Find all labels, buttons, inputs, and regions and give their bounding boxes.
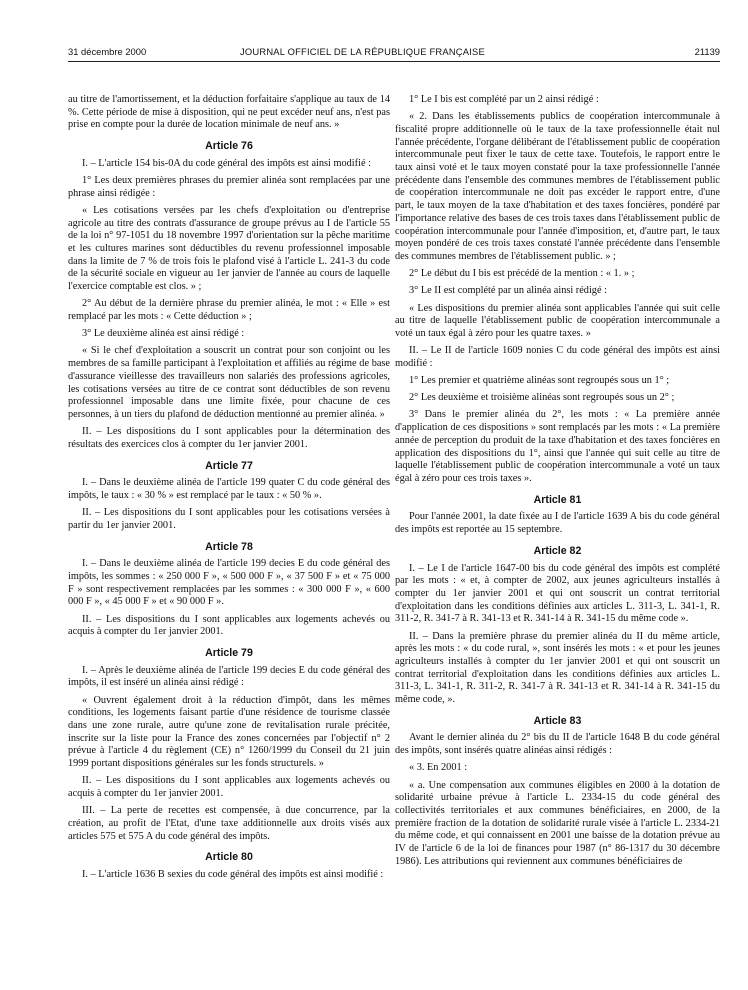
- left-column: [68, 94, 390, 974]
- paragraph: II. – Les dispositions du I sont applicables pour les cotisations versées à partir du 1er janvier 2001.: [68, 507, 390, 531]
- article-heading: Article 83: [533, 714, 582, 727]
- paragraph: I. – Dans le deuxième alinéa de l'article 199 decies E du code général des impôts, les sommes : « 250 000 F », « 500 000 F », « 37 500 F » et « 75 000 F » sont respectivement remplacées par les sommes : « 300 000 F », « 600 000 F », « 45 000 F » et « 90 000 F ».: [68, 558, 390, 608]
- paragraph: 2° Le début du I bis est précédé de la mention : « 1. » ;: [409, 268, 635, 280]
- article-heading: Article 76: [205, 140, 253, 153]
- paragraph: « Si le chef d'exploitation a souscrit un contrat pour son conjoint ou les membres de sa famille participant à l'exploitation et affiliés au régime de base d'assurance vieillesse des travailleurs non salariés des professions agricoles, les cotisations versées au titre de ce contrat sont déductibles de son revenu professionnel imposable dans une limite fixée, pour chacune de ces personnes, à un tiers du plafond de déduction mentionné au premier alinéa. »: [68, 345, 390, 420]
- paragraph: I. – Dans le deuxième alinéa de l'article 199 quater C du code général des impôts, le taux : « 30 % » est remplacé par le taux : « 50 % ».: [68, 477, 390, 501]
- article-heading: Article 81: [533, 493, 582, 506]
- paragraph: Pour l'année 2001, la date fixée au I de l'article 1639 A bis du code général des impôts est reportée au 15 septembre.: [395, 511, 720, 536]
- header-journal-title: JOURNAL OFFICIEL DE LA RÉPUBLIQUE FRANÇAISE: [240, 46, 485, 57]
- paragraph: I. – L'article 1636 B sexies du code général des impôts est ainsi modifié :: [82, 869, 384, 881]
- paragraph: 3° Le II est complété par un alinéa ainsi rédigé :: [409, 285, 607, 297]
- paragraph: I. – Le I de l'article 1647-00 bis du code général des impôts est complété par les mots : « et, à compter de 2002, aux jeunes agriculteurs installés à compter du 1er janvier 2001 et qui ont souscrit un contrat territorial d'exploitation dans les conditions définies aux articles L. 311-3, L. 341-1, R. 311-2, R. 341-7 à R. 341-13 et R. 341-14 à R. 341-15 du même code ».: [395, 562, 720, 625]
- paragraph: 2° Les deuxième et troisième alinéas sont regroupés sous un 2° ;: [409, 392, 675, 404]
- paragraph: II. – Les dispositions du I sont applicables aux logements achevés ou acquis à compter du 1er janvier 2001.: [68, 775, 390, 800]
- paragraph: I. – Après le deuxième alinéa de l'article 199 decies E du code général des impôts, il est inséré un alinéa ainsi rédigé :: [68, 664, 390, 689]
- article-heading: Article 78: [205, 540, 253, 553]
- article-heading: Article 82: [533, 544, 582, 557]
- header-page-number: 21139: [694, 46, 720, 57]
- right-column: [395, 94, 720, 974]
- paragraph: « Les cotisations versées par les chefs d'exploitation ou d'entreprise agricole au titre des contrats d'assurance de groupe prévus au I de l'article 55 de la loi n° 97-1051 du 18 novembre 1997 d'orientation sur la pêche maritime et les cultures marines sont déductibles du revenu professionnel imposable dans la limite de 7 % de trois fois le plafond visé à l'article L. 241-3 du code de la sécurité sociale en vigueur au 1er janvier de l'année au cours de laquelle l'exercice comptable est clos. » ;: [68, 204, 390, 293]
- paragraph: Avant le dernier alinéa du 2° bis du II de l'article 1648 B du code général des impôts, sont insérés quatre alinéas ainsi rédigés :: [395, 732, 720, 757]
- paragraph: au titre de l'amortissement, et la déduction forfaitaire s'applique au taux de 14 %. Cette période de mise à disposition, qui ne peut excéder neuf ans, n'est pas prise en compte pour la durée de location minimale de neuf ans. »: [68, 94, 390, 131]
- page-header: [68, 46, 720, 62]
- paragraph: 1° Les premier et quatrième alinéas sont regroupés sous un 1° ;: [409, 375, 670, 387]
- paragraph: II. – Les dispositions du I sont applicables aux logements achevés ou acquis à compter du 1er janvier 2001.: [68, 613, 390, 638]
- paragraph: II. – Les dispositions du I sont applicables pour la détermination des résultats des exercices clos à compter du 1er janvier 2001.: [68, 426, 390, 450]
- article-heading: Article 80: [205, 851, 253, 864]
- paragraph: « Ouvrent également droit à la réduction d'impôt, dans les mêmes conditions, les logements faisant partie d'une résidence de tourisme classée dans une zone rurale, autre qu'une zone de revitalisation rurale précitée, inscrite sur la liste pour la France des zones concernées par l'objectif n° 2 prévue à l'article 4 du règlement (CE) n° 1260/1999 du Conseil du 21 juin 1999 portant dispositions générales sur les fonds structurels. »: [68, 694, 390, 770]
- paragraph: 3° Dans le premier alinéa du 2°, les mots : « La première année d'application de ces dispositions » sont remplacés par les mots : « La première année de perception du produit de la taxe d'habitation et des taxes foncières en application des dispositions du 1°, ainsi que l'année qui suit celle au titre de laquelle l'établissement public de coopération intercommunale a voté un taux égal à zéro pour ces trois taxes ».: [395, 409, 720, 484]
- paragraph: « Les dispositions du premier alinéa sont applicables l'année qui suit celle au titre de laquelle l'établissement public de coopération intercommunale a voté un taux égal à zéro pour les quatre taxes. »: [395, 302, 720, 339]
- paragraph: 2° Au début de la dernière phrase du premier alinéa, le mot : « Elle » est remplacé par les mots : « Cette déduction » ;: [68, 298, 390, 323]
- paragraph: I. – L'article 154 bis-0A du code général des impôts est ainsi modifié :: [82, 157, 371, 169]
- article-heading: Article 77: [205, 459, 253, 472]
- paragraph: 3° Le deuxième alinéa est ainsi rédigé :: [82, 328, 245, 340]
- article-heading: Article 79: [205, 647, 253, 660]
- header-date: 31 décembre 2000: [68, 46, 147, 57]
- paragraph: II. – Le II de l'article 1609 nonies C du code général des impôts est ainsi modifié :: [395, 345, 720, 369]
- paragraph: « a. Une compensation aux communes éligibles en 2000 à la dotation de solidarité urbaine prévue à l'article L. 2334-15 du code général des collectivités territoriales et aux communes bénéficiaires, en 2000, de la première fraction de la dotation de solidarité rurale visée à l'article L. 2334-21 du même code, et qui connaissent en 2001 une baisse de la dotation prévue au IV de l'article 6 de la loi de finances pour 1987 (n° 86-1317 du 30 décembre 1986). Les attributions qui reviennent aux communes bénéficiaires de: [395, 779, 720, 867]
- header-rule: [68, 61, 720, 62]
- paragraph: II. – Dans la première phrase du premier alinéa du II du même article, après les mots : « du code rural, », sont insérés les mots : « et pour les jeunes agriculteurs installés à compter du 1er janvier 2001 et qui ont souscrit un contrat territorial d'exploitation dans les conditions définies aux articles L. 311-3, L. 341-1, R. 311-2, R. 341-7 à R. 341-13 et R. 341-14 à R. 341-15 du même code, ».: [395, 630, 720, 706]
- paragraph: 1° Les deux premières phrases du premier alinéa sont remplacées par une phrase ainsi rédigée :: [68, 175, 390, 199]
- paragraph: 1° Le I bis est complété par un 2 ainsi rédigé :: [409, 94, 599, 105]
- paragraph: « 3. En 2001 :: [409, 762, 468, 774]
- paragraph: « 2. Dans les établissements publics de coopération intercommunale à fiscalité propre additionnelle où le taux de la taxe professionnelle était nul l'année précédente, l'organe délibérant de l'établissement public de coopération intercommunale peut fixer le taux de cette taxe. Toutefois, le rapport entre le taux ainsi voté et le taux moyen constaté pour la taxe professionnelle l'année précédente dans l'ensemble des communes membres de l'établissement public de coopération intercommunale ne doit pas excéder le rapport entre, d'une part, le taux moyen de la taxe d'habitation et des taxes foncières, pondéré par l'importance relative des bases de ces trois taxes dans l'établissement public de coopération intercommunale pour l'année d'imposition, et, d'autre part, le taux moyen pondéré de ces trois taxes constaté l'année précédente dans l'ensemble des communes membres de l'établissement public. » ;: [395, 111, 720, 262]
- paragraph: III. – La perte de recettes est compensée, à due concurrence, par la création, au profit de l'Etat, d'une taxe additionnelle aux droits visés aux articles 575 et 575 A du code général des impôts.: [68, 805, 390, 842]
